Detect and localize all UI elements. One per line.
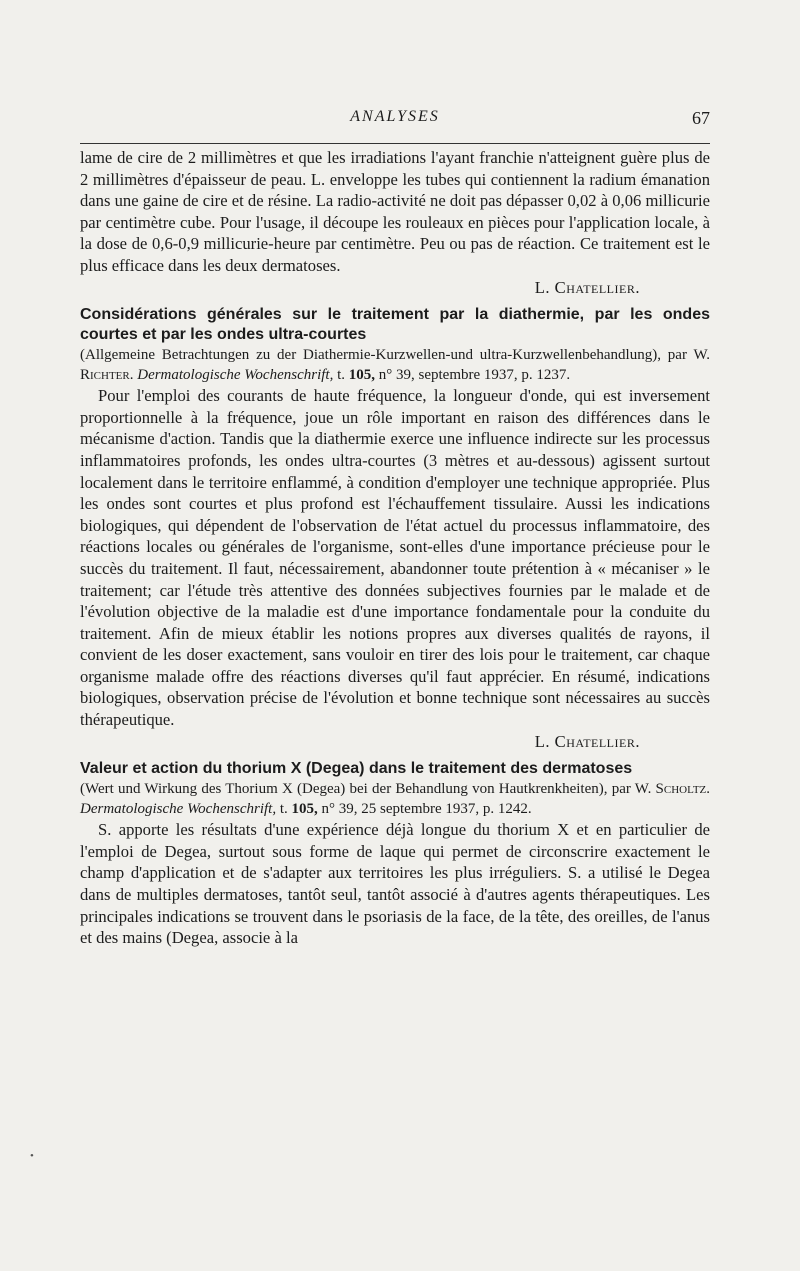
- original-title: (Allgemeine Betrachtungen zu der Diathermie-Kurzwellen-und ultra-Kurzwellenbehandlung),: [80, 347, 661, 364]
- by-label: par W.: [667, 347, 711, 364]
- article-body: Pour l'emploi des courants de haute fréquence, la longueur d'onde, qui est inversement proportionnelle à la fréquence, joue un rôle important en raison des différences dans le mécanisme d'action. Tandis que la diathermie exerce une influence indirecte sur les processus inflammatoires profonds, les ondes ultra-courtes (3 mètres et au-dessous) agissent surtout localement dans le territoire enflammé, à condition d'employer une technique appropriée. Plus les ondes sont courtes et plus profond est l'échauffement tissulaire. Aussi les indications biologiques, qui dépendent de l'observation de l'état actuel du processus inflammatoire, des réactions locales ou générales de l'organisme, sont-elles d'une importance précieuse pour le succès du traitement. Il faut, nécessairement, abandonner toute prétention à « mécaniser » le traitement; car l'étude très attentive des données subjectives fournies par le malade et de l'évolution objective de la maladie est d'une importance fondamentale pour la conduite du traitement. Afin de mieux établir les notions propres aux diverses qualités de rayons, il convient de les doser exactement, sans vouloir en tirer des lois pour le traitement, car chaque organisme malade offre des réactions diverses qu'il faut apprécier. En résumé, indications biologiques, observation précise de l'évolution et bonne technique sont nécessaires au succès thérapeutique.: [80, 386, 710, 730]
- volume-number: 105,: [291, 801, 318, 818]
- continuation-paragraph: lame de cire de 2 millimètres et que les irradiations l'ayant franchie n'atteignent guère plus de 2 millimètres d'épaisseur de peau. L. enveloppe les tubes qui contiennent la radium émanation dans une gaine de cire et de résine. La radio-activité ne doit pas dépasser 0,02 à 0,06 millicurie par centimètre cube. Pour l'usage, il découpe les rouleaux en pièces pour l'application locale, à la dose de 0,6-0,9 millicurie-heure par centimètre. Peu ou pas de réaction. Ce traitement est le plus efficace dans les deux dermatoses.: [80, 148, 710, 275]
- tome-label: t.: [279, 801, 288, 818]
- running-title: ANALYSES: [350, 108, 440, 125]
- tome-label: t.: [337, 367, 345, 384]
- issue-info: n° 39, 25 septembre 1937, p. 1242.: [321, 801, 532, 818]
- article-title: Considérations générales sur le traitement par la diathermie, par les ondes courtes et par les ondes ultra-courtes: [80, 306, 710, 344]
- signature: L. Chatellier.: [534, 731, 640, 751]
- page-body: [80, 147, 710, 949]
- page-header: [80, 108, 710, 138]
- page-number: 67: [692, 108, 710, 128]
- author-name: Scholtz.: [655, 781, 711, 798]
- volume-number: 105,: [348, 367, 375, 384]
- original-title: (Wert und Wirkung des Thorium X (Degea) bei der Behandlung von Hautkrenkheiten), par W.: [80, 781, 652, 798]
- header-rule: [80, 143, 710, 144]
- article-body: S. apporte les résultats d'une expérience déjà longue du thorium X et en particulier de l'emploi de Degea, surtout sous forme de laque qui permet de circonscrire exactement le champ d'application et de s'adapter aux territoires les plus irréguliers. S. a utilisé le Degea dans de multiples dermatoses, tantôt seul, tantôt associé à d'autres agents thérapeutiques. Les principales indications se trouvent dans le psoriasis de la face, de la tête, des oreilles, de l'anus et des mains (Degea, associe à la: [80, 820, 710, 948]
- journal-name: Dermatologische Wochenschrift,: [137, 367, 334, 384]
- issue-info: n° 39, septembre 1937, p. 1237.: [378, 367, 571, 384]
- journal-name: Dermatologische Wochenschrift,: [80, 801, 277, 818]
- article-title: Valeur et action du thorium X (Degea) dans le traitement des dermatoses: [80, 760, 633, 778]
- article-reference: [80, 345, 710, 385]
- margin-mark: •: [30, 1150, 34, 1162]
- author-name: Richter.: [80, 367, 134, 384]
- article-reference: [80, 779, 710, 819]
- signature: L. Chatellier.: [534, 277, 640, 297]
